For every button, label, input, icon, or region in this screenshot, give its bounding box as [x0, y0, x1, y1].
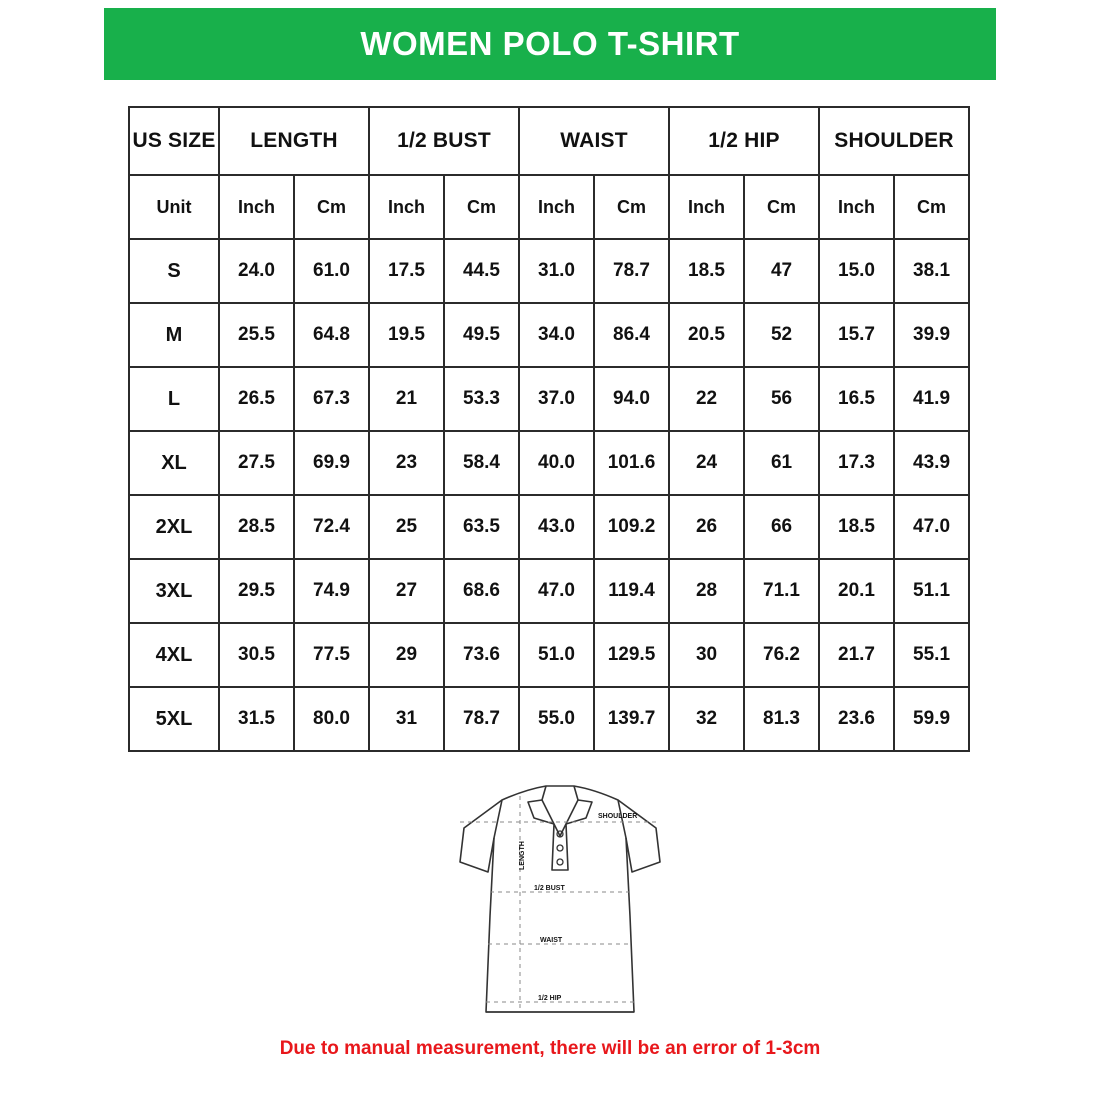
table-row [129, 559, 969, 623]
table-cell: 15.7 [819, 303, 894, 367]
unit-cell: Cm [294, 175, 369, 239]
size-table [128, 106, 970, 752]
table-cell: 19.5 [369, 303, 444, 367]
table-cell: 25.5 [219, 303, 294, 367]
table-cell: 71.1 [744, 559, 819, 623]
table-cell: 47.0 [894, 495, 969, 559]
table-cell: 15.0 [819, 239, 894, 303]
table-cell: 59.9 [894, 687, 969, 751]
table-cell: 26.5 [219, 367, 294, 431]
column-header-shoulder: SHOULDER [819, 107, 969, 175]
unit-cell: Cm [744, 175, 819, 239]
table-row [129, 495, 969, 559]
table-cell: 30 [669, 623, 744, 687]
table-cell: 17.3 [819, 431, 894, 495]
table-cell: 21.7 [819, 623, 894, 687]
table-cell: 68.6 [444, 559, 519, 623]
table-cell: 20.5 [669, 303, 744, 367]
table-cell: 51.1 [894, 559, 969, 623]
table-cell: 30.5 [219, 623, 294, 687]
table-cell: 56 [744, 367, 819, 431]
table-cell: 31.5 [219, 687, 294, 751]
table-cell: 44.5 [444, 239, 519, 303]
polo-shirt-diagram [430, 766, 690, 1034]
column-header-us-size: US SIZE [129, 107, 219, 175]
table-cell: 27 [369, 559, 444, 623]
size-label: XL [129, 431, 219, 495]
unit-cell: Inch [819, 175, 894, 239]
column-header-length: LENGTH [219, 107, 369, 175]
unit-cell: Inch [519, 175, 594, 239]
unit-label: Unit [129, 175, 219, 239]
size-label: 3XL [129, 559, 219, 623]
table-cell: 39.9 [894, 303, 969, 367]
diagram-label-half-hip: 1/2 HIP [538, 995, 562, 1002]
page-title: WOMEN POLO T-SHIRT [360, 25, 740, 62]
table-cell: 38.1 [894, 239, 969, 303]
table-cell: 21 [369, 367, 444, 431]
table-cell: 51.0 [519, 623, 594, 687]
table-cell: 66 [744, 495, 819, 559]
table-cell: 73.6 [444, 623, 519, 687]
table-cell: 53.3 [444, 367, 519, 431]
unit-cell: Cm [444, 175, 519, 239]
table-cell: 63.5 [444, 495, 519, 559]
table-cell: 86.4 [594, 303, 669, 367]
size-label: M [129, 303, 219, 367]
size-label: 5XL [129, 687, 219, 751]
table-cell: 47 [744, 239, 819, 303]
table-cell: 23.6 [819, 687, 894, 751]
table-cell: 24.0 [219, 239, 294, 303]
table-row [129, 303, 969, 367]
table-cell: 78.7 [594, 239, 669, 303]
table-cell: 74.9 [294, 559, 369, 623]
measurement-disclaimer: Due to manual measurement, there will be an error of 1-3cm [279, 1038, 821, 1059]
table-cell: 22 [669, 367, 744, 431]
table-cell: 64.8 [294, 303, 369, 367]
table-cell: 67.3 [294, 367, 369, 431]
size-table-container [128, 106, 970, 752]
table-cell: 52 [744, 303, 819, 367]
table-cell: 18.5 [819, 495, 894, 559]
table-cell: 49.5 [444, 303, 519, 367]
table-cell: 61 [744, 431, 819, 495]
table-cell: 55.0 [519, 687, 594, 751]
table-cell: 76.2 [744, 623, 819, 687]
diagram-label-half-bust: 1/2 BUST [534, 885, 565, 892]
table-cell: 20.1 [819, 559, 894, 623]
diagram-label-shoulder: SHOULDER [598, 813, 638, 820]
table-cell: 18.5 [669, 239, 744, 303]
unit-cell: Inch [219, 175, 294, 239]
table-cell: 37.0 [519, 367, 594, 431]
table-row [129, 687, 969, 751]
unit-cell: Cm [894, 175, 969, 239]
table-cell: 80.0 [294, 687, 369, 751]
table-cell: 28.5 [219, 495, 294, 559]
table-cell: 101.6 [594, 431, 669, 495]
table-cell: 26 [669, 495, 744, 559]
table-cell: 129.5 [594, 623, 669, 687]
table-cell: 23 [369, 431, 444, 495]
table-cell: 81.3 [744, 687, 819, 751]
table-cell: 24 [669, 431, 744, 495]
table-group-header-row [129, 107, 969, 175]
header-banner [104, 8, 996, 80]
table-cell: 61.0 [294, 239, 369, 303]
unit-cell: Inch [669, 175, 744, 239]
diagram-label-waist: WAIST [540, 937, 563, 944]
table-cell: 34.0 [519, 303, 594, 367]
table-row [129, 239, 969, 303]
table-cell: 43.0 [519, 495, 594, 559]
diagram-label-length: LENGTH [519, 841, 526, 870]
table-unit-row [129, 175, 969, 239]
table-row [129, 623, 969, 687]
table-cell: 25 [369, 495, 444, 559]
column-header-half-bust: 1/2 BUST [369, 107, 519, 175]
unit-cell: Inch [369, 175, 444, 239]
table-cell: 78.7 [444, 687, 519, 751]
table-cell: 29 [369, 623, 444, 687]
size-label: 2XL [129, 495, 219, 559]
size-label: L [129, 367, 219, 431]
table-cell: 139.7 [594, 687, 669, 751]
table-cell: 40.0 [519, 431, 594, 495]
unit-cell: Cm [594, 175, 669, 239]
table-cell: 77.5 [294, 623, 369, 687]
table-cell: 119.4 [594, 559, 669, 623]
table-cell: 29.5 [219, 559, 294, 623]
size-label: S [129, 239, 219, 303]
table-cell: 28 [669, 559, 744, 623]
column-header-waist: WAIST [519, 107, 669, 175]
table-cell: 16.5 [819, 367, 894, 431]
table-cell: 17.5 [369, 239, 444, 303]
table-cell: 32 [669, 687, 744, 751]
table-cell: 94.0 [594, 367, 669, 431]
table-cell: 47.0 [519, 559, 594, 623]
size-label: 4XL [129, 623, 219, 687]
table-cell: 31 [369, 687, 444, 751]
table-cell: 43.9 [894, 431, 969, 495]
table-cell: 55.1 [894, 623, 969, 687]
table-row [129, 431, 969, 495]
table-cell: 69.9 [294, 431, 369, 495]
table-row [129, 367, 969, 431]
table-cell: 109.2 [594, 495, 669, 559]
table-cell: 27.5 [219, 431, 294, 495]
table-cell: 41.9 [894, 367, 969, 431]
table-cell: 58.4 [444, 431, 519, 495]
table-cell: 31.0 [519, 239, 594, 303]
column-header-half-hip: 1/2 HIP [669, 107, 819, 175]
table-cell: 72.4 [294, 495, 369, 559]
